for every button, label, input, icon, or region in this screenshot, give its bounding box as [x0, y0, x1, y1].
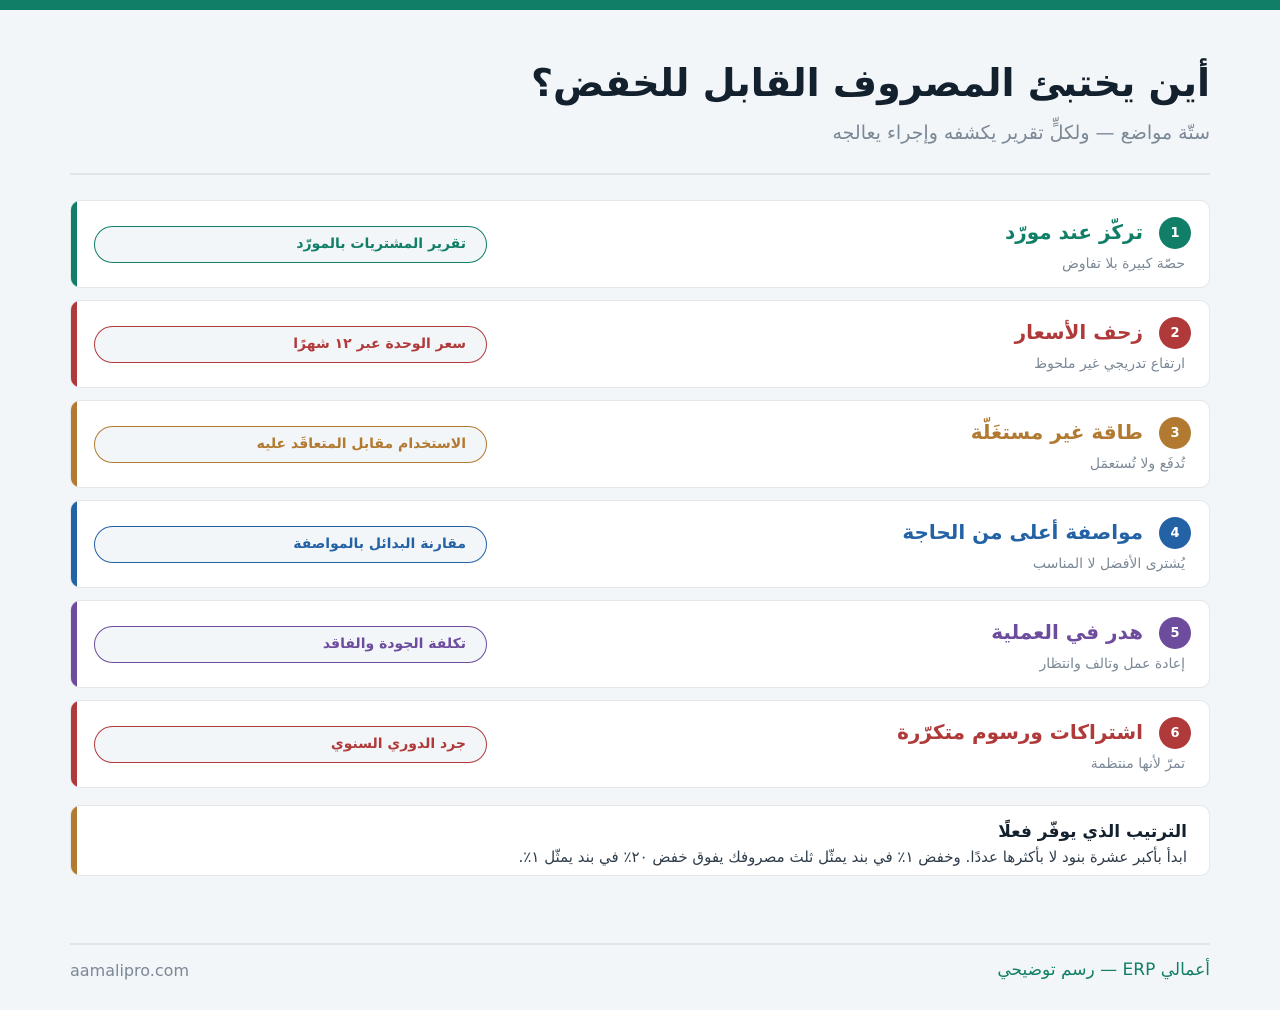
report-pill: تقرير المشتريات بالمورّد — [94, 226, 487, 263]
item-title: زحف الأسعار — [1014, 320, 1143, 344]
report-pill: الاستخدام مقابل المتعاقَد عليه — [94, 426, 487, 463]
page-title: أين يختبئ المصروف القابل للخفض؟ — [530, 61, 1210, 105]
report-pill: جرد الدوري السنوي — [94, 726, 487, 763]
footer-site-link[interactable]: aamalipro.com — [70, 961, 190, 980]
item-accent-bar — [71, 601, 77, 687]
list-item — [70, 400, 1210, 488]
list-item — [70, 200, 1210, 288]
item-accent-bar — [71, 501, 77, 587]
list-item — [70, 500, 1210, 588]
item-title: مواصفة أعلى من الحاجة — [902, 520, 1143, 544]
item-accent-bar — [71, 701, 77, 787]
item-accent-bar — [71, 301, 77, 387]
item-subtitle: تُدفَع ولا تُستعمَل — [1089, 456, 1185, 472]
item-number-badge: 3 — [1159, 417, 1191, 449]
report-pill: تكلفة الجودة والفاقد — [94, 626, 487, 663]
item-subtitle: ارتفاع تدريجي غير ملحوظ — [1034, 356, 1185, 372]
note-accent-bar — [71, 806, 77, 875]
item-subtitle: حصّة كبيرة بلا تفاوض — [1061, 256, 1185, 272]
page-subtitle: ستّة مواضع — ولكلٍّ تقرير يكشفه وإجراء يعالجه — [832, 122, 1210, 144]
list-item — [70, 600, 1210, 688]
item-number-badge: 6 — [1159, 717, 1191, 749]
report-pill: سعر الوحدة عبر ١٢ شهرًا — [94, 326, 487, 363]
note-title: الترتيب الذي يوفّر فعلًا — [998, 822, 1187, 842]
item-number-badge: 1 — [1159, 217, 1191, 249]
item-number-badge: 2 — [1159, 317, 1191, 349]
footer-divider — [70, 943, 1210, 945]
summary-note — [70, 805, 1210, 876]
item-title: اشتراكات ورسوم متكرّرة — [897, 720, 1143, 744]
item-title: تركّز عند مورّد — [1004, 220, 1143, 244]
list-item — [70, 700, 1210, 788]
item-number-badge: 5 — [1159, 617, 1191, 649]
note-text: ابدأ بأكبر عشرة بنود لا بأكثرها عددًا. وخفض ١٪ في بند يمثّل ثلث مصروفك يفوق خفض ٢٠٪ في بند يمثّل ١٪. — [518, 848, 1187, 866]
page-content — [70, 0, 1210, 1010]
item-subtitle: إعادة عمل وتالف وانتظار — [1039, 656, 1185, 672]
list-item — [70, 300, 1210, 388]
item-subtitle: يُشترى الأفضل لا المناسب — [1032, 556, 1185, 572]
item-title: هدر في العملية — [991, 620, 1143, 644]
item-title: طاقة غير مستغَلّة — [970, 420, 1143, 444]
item-subtitle: تمرّ لأنها منتظمة — [1090, 756, 1185, 772]
report-pill: مقارنة البدائل بالمواصفة — [94, 526, 487, 563]
item-number-badge: 4 — [1159, 517, 1191, 549]
footer-brand: أعمالي ERP — رسم توضيحي — [997, 960, 1210, 980]
item-accent-bar — [71, 401, 77, 487]
item-accent-bar — [71, 201, 77, 287]
header-divider — [70, 173, 1210, 175]
